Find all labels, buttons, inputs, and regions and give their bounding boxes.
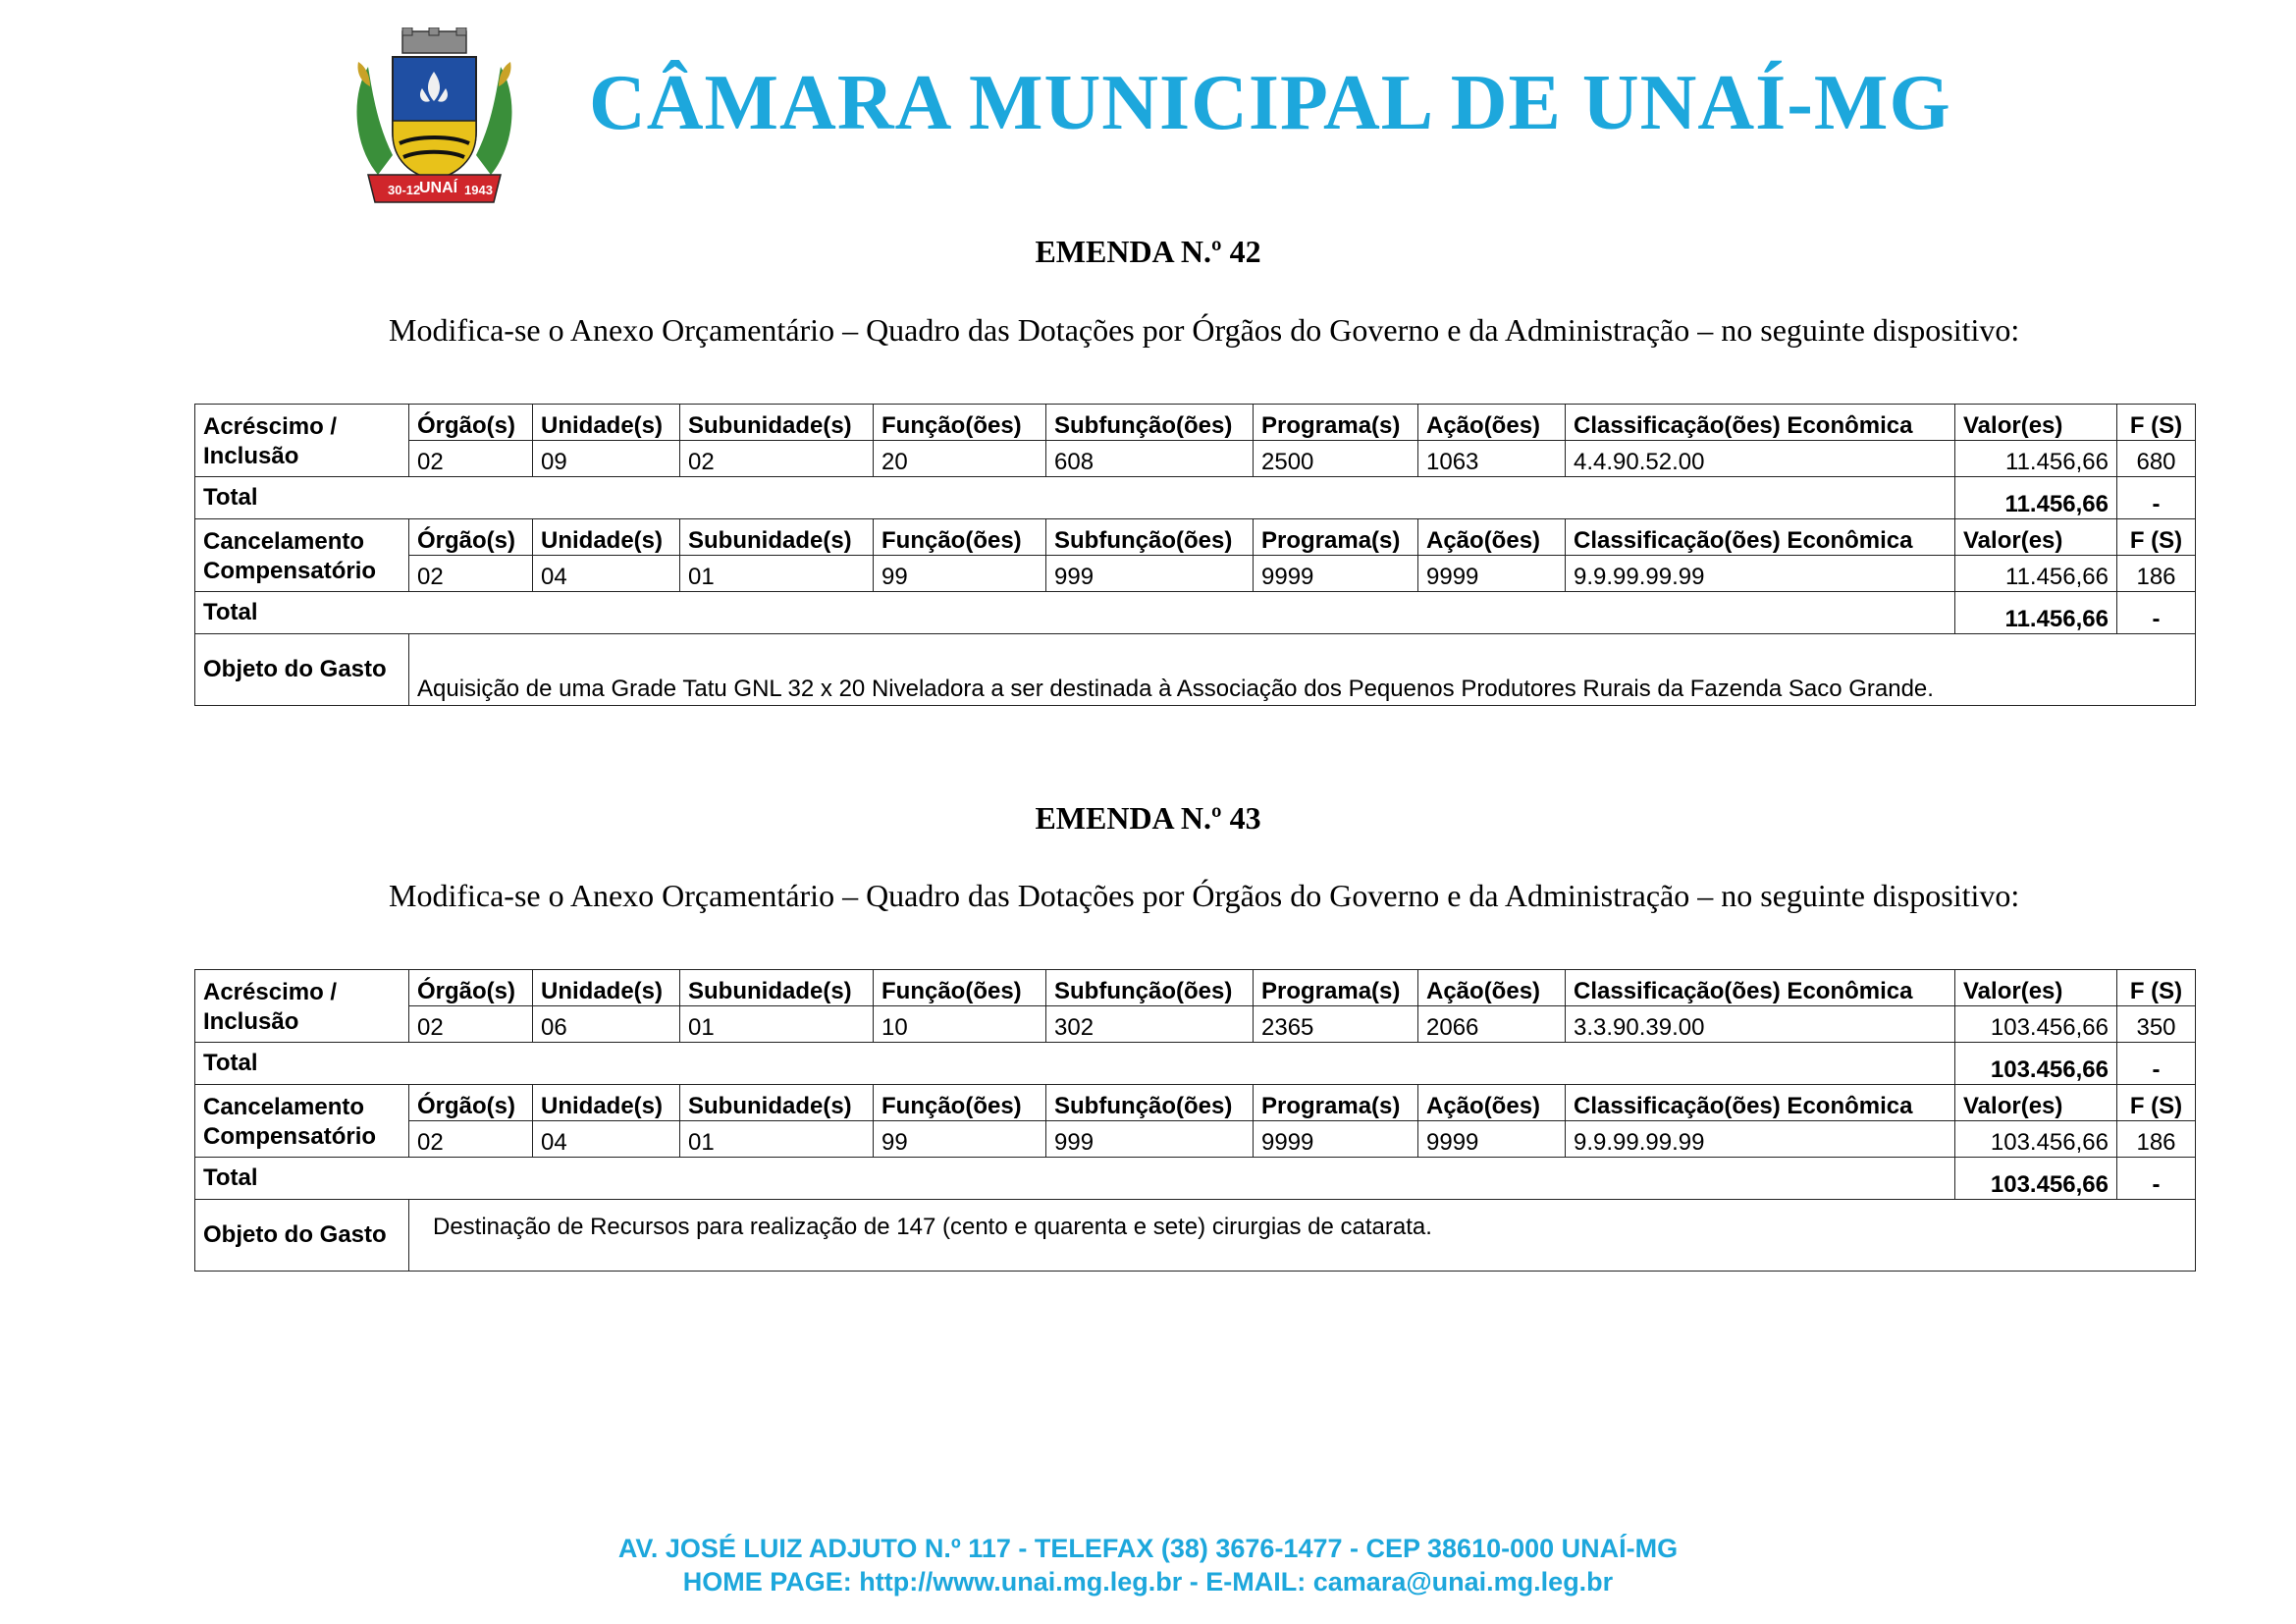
- table-cell: 02: [409, 556, 533, 592]
- footer-contact: HOME PAGE: http://www.unai.mg.leg.br - E-MAIL: camara@unai.mg.leg.br: [682, 1567, 1614, 1597]
- col-header: Subunidade(s): [680, 970, 874, 1006]
- col-header: Valor(es): [1955, 405, 2117, 441]
- col-header: Classificação(ões) Econômica: [1566, 519, 1955, 556]
- table-cell: 02: [409, 441, 533, 477]
- objeto-label: Objeto do Gasto: [195, 634, 409, 706]
- table-cell: 1063: [1418, 441, 1566, 477]
- table-cell: 103.456,66: [1955, 1006, 2117, 1043]
- col-header: Unidade(s): [533, 1085, 680, 1121]
- total-value: 103.456,66: [1955, 1043, 2117, 1085]
- emenda-title: EMENDA N.º 42: [1035, 234, 1261, 269]
- table-cell: 999: [1046, 1121, 1254, 1158]
- table-cell: 04: [533, 1121, 680, 1158]
- table-cell: 9999: [1418, 556, 1566, 592]
- table-cell: 2500: [1254, 441, 1418, 477]
- col-header: Subunidade(s): [680, 405, 874, 441]
- table-cell: 608: [1046, 441, 1254, 477]
- objeto-label: Objeto do Gasto: [195, 1200, 409, 1272]
- table-cell: 4.4.90.52.00: [1566, 441, 1955, 477]
- letterhead: [0, 0, 2296, 226]
- col-header: Programa(s): [1254, 519, 1418, 556]
- total-fs: -: [2117, 477, 2196, 519]
- total-value: 103.456,66: [1955, 1158, 2117, 1200]
- total-fs: -: [2117, 1043, 2196, 1085]
- col-header: Subfunção(ões): [1046, 1085, 1254, 1121]
- col-header: Função(ões): [874, 405, 1046, 441]
- col-header: Valor(es): [1955, 970, 2117, 1006]
- table-cell: 10: [874, 1006, 1046, 1043]
- table-cell: 3.3.90.39.00: [1566, 1006, 1955, 1043]
- col-header: Órgão(s): [409, 970, 533, 1006]
- municipal-coat-of-arms-icon: [348, 27, 520, 206]
- col-header: Unidade(s): [533, 405, 680, 441]
- table-cell: 680: [2117, 441, 2196, 477]
- col-header: Ação(ões): [1418, 519, 1566, 556]
- table-cell: 103.456,66: [1955, 1121, 2117, 1158]
- col-header: Função(ões): [874, 519, 1046, 556]
- table-cell: 9999: [1418, 1121, 1566, 1158]
- col-header: F (S): [2117, 519, 2196, 556]
- total-fs: -: [2117, 1158, 2196, 1200]
- col-header: Subfunção(ões): [1046, 519, 1254, 556]
- col-header: Classificação(ões) Econômica: [1566, 405, 1955, 441]
- col-header: Ação(ões): [1418, 405, 1566, 441]
- col-header: Programa(s): [1254, 970, 1418, 1006]
- table-cell: 04: [533, 556, 680, 592]
- col-header: Órgão(s): [409, 519, 533, 556]
- seal-ribbon-left: 30-12: [388, 183, 421, 197]
- total-label: Total: [195, 592, 1955, 634]
- col-header: F (S): [2117, 970, 2196, 1006]
- col-header: Subfunção(ões): [1046, 970, 1254, 1006]
- table-cell: 186: [2117, 556, 2196, 592]
- col-header: Programa(s): [1254, 1085, 1418, 1121]
- table-cell: 11.456,66: [1955, 556, 2117, 592]
- col-header: Subunidade(s): [680, 519, 874, 556]
- total-value: 11.456,66: [1955, 477, 2117, 519]
- col-header: Órgão(s): [409, 1085, 533, 1121]
- total-label: Total: [195, 1158, 1955, 1200]
- footer: [0, 1532, 2296, 1598]
- table-cell: 02: [680, 441, 874, 477]
- emenda-table: [194, 404, 2196, 706]
- col-header: F (S): [2117, 405, 2196, 441]
- table-cell: 9999: [1254, 1121, 1418, 1158]
- col-header: Ação(ões): [1418, 970, 1566, 1006]
- col-header: Unidade(s): [533, 519, 680, 556]
- table-cell: 999: [1046, 556, 1254, 592]
- col-header: Órgão(s): [409, 405, 533, 441]
- acrescimo-label: Acréscimo / Inclusão: [195, 405, 409, 477]
- table-cell: 11.456,66: [1955, 441, 2117, 477]
- page-title: CÂMARA MUNICIPAL DE UNAÍ-MG: [589, 60, 1951, 146]
- emenda-table: [194, 969, 2196, 1272]
- col-header: Ação(ões): [1418, 1085, 1566, 1121]
- table-cell: 186: [2117, 1121, 2196, 1158]
- table-cell: 9.9.99.99.99: [1566, 556, 1955, 592]
- seal-ribbon-center: UNAÍ: [419, 180, 458, 196]
- table-cell: 99: [874, 556, 1046, 592]
- cancelamento-label: Cancelamento Compensatório: [195, 519, 409, 592]
- table-cell: 99: [874, 1121, 1046, 1158]
- cancelamento-label: Cancelamento Compensatório: [195, 1085, 409, 1158]
- table-cell: 2365: [1254, 1006, 1418, 1043]
- col-header: Valor(es): [1955, 1085, 2117, 1121]
- emenda-intro: Modifica-se o Anexo Orçamentário – Quadro das Dotações por Órgãos do Governo e da Administração – no seguinte dispositivo:: [389, 312, 2020, 348]
- table-cell: 01: [680, 1121, 874, 1158]
- total-fs: -: [2117, 592, 2196, 634]
- col-header: Unidade(s): [533, 970, 680, 1006]
- seal-ribbon-right: 1943: [464, 183, 493, 197]
- table-cell: 01: [680, 556, 874, 592]
- table-cell: 06: [533, 1006, 680, 1043]
- table-cell: 20: [874, 441, 1046, 477]
- col-header: F (S): [2117, 1085, 2196, 1121]
- total-label: Total: [195, 477, 1955, 519]
- emenda-intro: Modifica-se o Anexo Orçamentário – Quadro das Dotações por Órgãos do Governo e da Administração – no seguinte dispositivo:: [389, 878, 2020, 913]
- col-header: Valor(es): [1955, 519, 2117, 556]
- col-header: Função(ões): [874, 970, 1046, 1006]
- table-cell: 09: [533, 441, 680, 477]
- col-header: Função(ões): [874, 1085, 1046, 1121]
- col-header: Programa(s): [1254, 405, 1418, 441]
- table-cell: 2066: [1418, 1006, 1566, 1043]
- objeto-text: Destinação de Recursos para realização de 147 (cento e quarenta e sete) cirurgias de catarata.: [409, 1200, 2196, 1272]
- footer-address: AV. JOSÉ LUIZ ADJUTO N.º 117 - TELEFAX (38) 3676-1477 - CEP 38610-000 UNAÍ-MG: [617, 1534, 1679, 1563]
- total-label: Total: [195, 1043, 1955, 1085]
- table-cell: 9.9.99.99.99: [1566, 1121, 1955, 1158]
- table-cell: 01: [680, 1006, 874, 1043]
- col-header: Subfunção(ões): [1046, 405, 1254, 441]
- emenda-title: EMENDA N.º 43: [1035, 800, 1261, 836]
- col-header: Classificação(ões) Econômica: [1566, 970, 1955, 1006]
- col-header: Classificação(ões) Econômica: [1566, 1085, 1955, 1121]
- acrescimo-label: Acréscimo / Inclusão: [195, 970, 409, 1043]
- table-cell: 9999: [1254, 556, 1418, 592]
- table-cell: 02: [409, 1121, 533, 1158]
- table-cell: 350: [2117, 1006, 2196, 1043]
- objeto-text: Aquisição de uma Grade Tatu GNL 32 x 20 Niveladora a ser destinada à Associação dos Pequenos Produtores Rurais da Fazenda Saco Grande.: [409, 634, 2196, 706]
- total-value: 11.456,66: [1955, 592, 2117, 634]
- col-header: Subunidade(s): [680, 1085, 874, 1121]
- table-cell: 02: [409, 1006, 533, 1043]
- table-cell: 302: [1046, 1006, 1254, 1043]
